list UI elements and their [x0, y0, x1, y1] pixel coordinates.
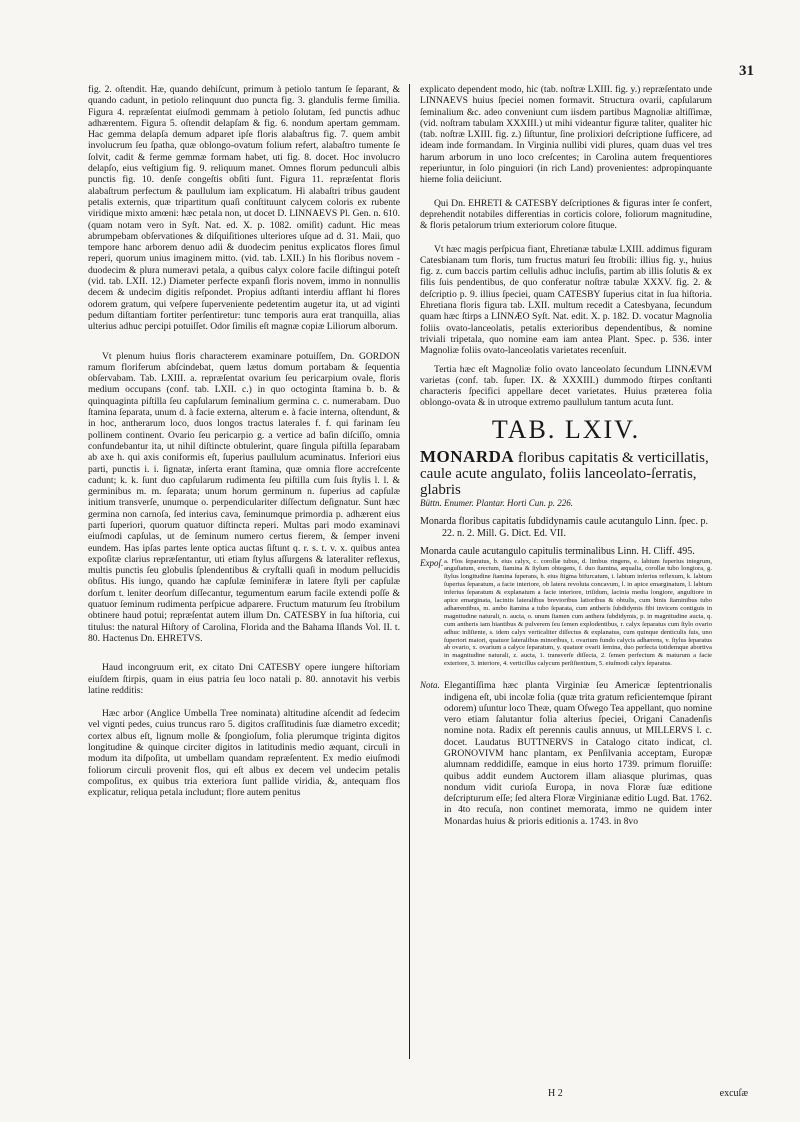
left-paragraph-2: Vt plenum huius floris characterem examinare potuiſſem, Dn. GORDON ramum floriferum abſcindebat, quem lætus domum portabam & ſequentia obſervabam. Tab. LXIII. a. repræſentat ovarium ſeu pericarpium ovale, floris medium occupans (conf. tab. LXII. c.) in quo octoginta ſtamina b. b. & quinquaginta piſtilla ſeu capſularum ſeminalium germina c. c. numerabam. Duo ſtamina ſeparata, unum d. à facie externa, alterum e. à facie interna, oſtendunt, & in hoc, antherarum loco, duos longos tractus laterales f. f. qui farinam ſeu pollinem continent. Ovario ſeu pericarpio g. a vertice ad baſin diſciſſo, omnia confundebantur ita, ut nihil diſtincte obtulerint, quare ſingula piſtilla ſeparabam ab axe h. qui axis coniformis eſt, ſuperius paullulum acuminatus. Inferiori eius parti, punctis i. i. ſignatæ, inſerta erant ſtamina, quæ omnia flore accreſcente cadunt; k. k. ſunt duo capſularum rudimenta ſeu piſtilla cum ſuis ſtylis l. l. & germinibus m. m. ſeparata; unum horum germinum n. ſuperius ad capſulæ initium transverſe, unumque o. perpendiculariter diſſectum deſignatur. Sunt hæc germina non carnoſa, ſed interius cava, ſeminumque primordia p. adhærent eius parti ſuperiori, quorum quatuor diſtincta reperi. Multas pari modo examinavi eiuſmodi capſulas, ut de ſeminum numero certus fierem, & ſemper inveni eundem. Has ipſas partes lente optica auctas ſiſtunt q. r. s. t. v. x. quibus antea expoſitæ clarius repræſentantur, uti etiam ſtylus aſſurgens & lateraliter reflexus, multis punctis ſeu globulis ſplendentibus & cryſtalli quaſi in modum pellucidis obſitus. His iungo, quando hæ capſulæ ſeminiferæ in latere ſtyli per capſulæ dorſum t. leniter deorſum diſſecantur, tegumentum earum facile extendi poſſe & quatuor ſeminum rudimenta perſpicue adparere. Fructum maturum ſeu ſtrobilum obtinere haud potui; repræſentat autem illum Dn. CATESBY in ſua hiſtoria, cui titulus: the natural Hiſtory of Carolina, Florida and the Bahama Iſlands Vol. II. t. 80. Hactenus Dn. EHRETVS. — [88, 350, 400, 644]
species-diagnosis: floribus capitatis & verticillatis, caule acute angulato, foliis lanceolato-ſerratis, glabris — [420, 449, 709, 498]
right-paragraph-1: explicato dependent modo, hic (tab. noſtræ LXIII. fig. y.) repræſentato unde LINNAEVS huius ſpeciei nomen formavit. Structura ovarii, capſularum ſeminalium &c. adeo conveniunt cum iisdem partibus Magnoliæ altiſſimæ, (vid. noſtram tabulam XXXIII.) ut mihi videantur figuræ taliter, qualiter hic (tab. noſtræ LXIII. fig. z.) ſiſtuntur, ſine prolixiori deſcriptione ſufficere, ad ideam inde formandam. In Virginia nullibi vidi plures, quam duas vel tres harum arborum in uno loco creſcentes; in Carolina autem frequentiores reperiuntur, in ſolo pinguiori (in rich Land) provenientes: adpropinquante hieme folia deiiciunt. — [420, 84, 712, 186]
left-paragraph-4: Hæc arbor (Anglice Umbella Tree nominata) altitudine aſcendit ad ſedecim vel vignti pedes, cuius truncus raro 5. digitos craſſitudinis ſuæ diametro excedit; cortex albus eſt, lignum molle & ſpongioſum, folia plerumque triginta digitos longitudine & quinque circiter digitos in latitudinis medio æquant, circuli in modum ita diſpoſita, ut umbellam quandam repræſentent. Ex medio eiuſmodi foliorum circuli provenit flos, qui eſt albus ex decem vel undecim petalis compoſitus, ex quibus tria exteriora ſunt pallide viridia, &, antequam flos explicatur, reliqua petala includunt; flore autem penitus — [88, 708, 400, 799]
nota-text: Elegantiſſima hæc planta Virginiæ ſeu Americæ ſeptentrionalis indigena eſt, ubi incolæ folia (quæ trita gratum reficientemque ſpirant odorem) uſuntur loco Theæ, quam Oſwego Tea appellant, quo nomine vero etiam ſalutantur folia alterius ſpeciei, Origani Canadenſis nomine nota. Radix eſt perennis caulis annuus, ut MILLERVS l. c. docet. Laudatus BUTTNERVS in Catalogo citato indicat, cl. GRONOVIVM hanc plantam, ex Penſilvania acceptam, Europæ alumnam reddidiſſe, eamque in eius horto 1739. primum floruiſſe: quibus addit eundem Auctorem illam aliasque plurimas, quas nondum vidit curioſa Europa, in nova Floræ ſuæ editione deſcripturum eſſe; ſed altera Floræ Virginianæ editio Lugd. Bat. 1762. in 4to recuſa, non continet memorata, immo ne quidem inter Monardas huius & prioris editionis a. 1743. in 8vo — [444, 680, 712, 827]
nota-section — [420, 680, 712, 827]
heading-citation: Büttn. Enumer. Plantar. Horti Cun. p. 226. — [420, 497, 574, 508]
left-column — [88, 84, 400, 1094]
explanation-text: a. Flos ſeparatus, b. eius calyx, c. corollæ tubus, d. limbus ringens, e. labium ſuperius integrum, anguſtatum, erectum, ſtamina & ſtylum obtegens, f. duo ſtamina, æqualia, corollæ tubo longiora, g. ſtylus longitudine ſtamina ſuperans, h. eius ſtigma bifurcatum, i. labium inferius reflexum, k. labium ſuperius ſeparatum, a facie interiore, ob latera revoluta concavum, l. in apice emarginatum, l. labium inferius ſeparatum & explanatum a facie interiore, triſidum, lacinia media longiore, anguſtiore in apice emarginata, laciniis lateralibus brevioribus latioribus & obtuſis, cum binis ſtaminibus tubo adhærentibus, m. ambo ſtamina a tubo ſeparata, cum antheris ſubdidymis fibi invicem contiguis in magnitudine naturali, n. aucta, o. unum ſtamen cum anthera ſubdidymis, p. in magnitudine aucta, q. cum antheris iam hiantibus & pulverem ſeu ſemen explodentibus, r. calyx ſeparatus cum ſtylo ovario adhuc inſiſtente, s. idem calyx verticaliter diſſectus & explanatus, cum quinque denticulis ſuis, uno ſuperiori maiori, quatuor lateralibus minoribus, t. ovarium fundo calycis adhærens, v. ſtylus ſeparatus ab ovario, x. ovarium a calyce ſeparatum, y. quatuor ovarii ſemina, duo perfecta totidemque abortiva in magnitudine naturali, z. aucta, 1. transverſe diſſecta, 2. ſemen perfectum & maturum a facie exteriore, 3. interiore, 4. verticillus calycum perſiſtentium, 5. eiuſmodi calyx ſeparatus. — [444, 557, 712, 668]
right-paragraph-4: Tertia hæc eſt Magnoliæ folio ovato lanceolato ſecundum LINNÆVM varietas (conf. tab. ſuper. IX. & XXXIII.) dummodo ſtirpes conſtanti characteris ſpecifici appellare decet varietates. Huius præterea folia oblongo-ovata & in utroque extremo paullulum tantum acuta ſunt. — [420, 363, 712, 409]
left-paragraph-1: fig. 2. oſtendit. Hæ, quando dehiſcunt, primum à petiolo tantum ſe ſeparant, & quando cadunt, in petiolo relinquunt duo puncta fig. 3. glandulis ferme ſimilia. Figura 4. repræſentat eiuſmodi gemmam à petiolo ſolutam, ſed punctis adhuc adhærentem. Figura 5. oſtendit delapſam & fig. 6. nondum apertam gemmam. Hac gemma delapſa demum adparet ipſe floris alabaſtrus fig. 7. quem ambit involucrum ſeu ſpatha, quæ oblongo-ovatum folium refert, alabaſtro tumente ſe ſolvit, cadit & ferme gemmæ formam habet, uti fig. 8. docet. Hoc involucro delapſo, eius veſtigium fig. 9. reliquum manet. Omnes florum pedunculi albis punctis fig. 10. denſe congeſtis obſiti ſunt. Figura 11. repræſentat floris alabaſtrum perfectum & paullulum iam explicatum. Hi alabaſtri tribus gaudent petalis externis, quæ tripartitum quaſi conſtituunt calycem coloris ex rubente viridique mixto amœni: hæc petala non, ut docet D. LINNAEVS Pl. Gen. n. 610. (quam notam vero in Syſt. Nat. ed. X. p. 1082. omiſit) cadunt. Hic meas abrumpebam obſervationes & diſquiſitiones ulteriores uſque ad d. 31. Maii, quo tempore hanc arborem denuo adii & duodecim penitus explicatos flores ſimul reperi, quorum unius imaginem mitto. (vid. tab. LXII.) In his floribus novem - duodecim & plura numeravi petala, a quibus calyx colore facile diſtingui poteſt (vid. tab. LXII. 12.) Diameter perfecte expanſi floris novem, immo in nonnullis decem & undecim digitis reſpondet. Propius adſtanti interdiu afflant hi flores odorem gratum, qui veſpere ſuperveniente pedetentim augetur ita, ut ad viginti pedum diſtantiam fortiter perſentiretur: tunc temporis aura erat tranquilla, alias ulterius adhuc percipi potuiſſet. Odor ſimilis eſt magnæ copiæ Liliorum alborum. — [88, 84, 400, 333]
synonym-citation-2: Monarda caule acutangulo capitulis terminalibus Linn. H. Cliff. 495. — [420, 546, 695, 558]
nota-label: Nota. — [420, 680, 440, 691]
signature-mark: H 2 — [548, 1088, 563, 1099]
plate-title: TAB. LXIV. — [491, 414, 641, 444]
figure-explanation — [420, 558, 712, 669]
catchword: excuſæ — [719, 1088, 748, 1099]
right-column — [420, 84, 712, 1074]
species-heading — [420, 446, 712, 498]
left-paragraph-3: Haud incongruum erit, ex citato Dni CATESBY opere iungere hiſtoriam eiuſdem ſtirpis, quam in eius patria ſeu loco natali p. 80. annotavit his verbis latine redditis: — [88, 662, 400, 696]
explanation-label: Expoſ. — [420, 557, 444, 568]
page-number: 31 — [739, 63, 754, 79]
genus-name: MONARDA — [420, 446, 515, 466]
synonym-citation-1: Monarda floribus capitatis ſubdidynamis caule acutangulo Linn. ſpec. p. 22. n. 2. Mill. G. Dict. Ed. VII. — [420, 516, 708, 539]
right-paragraph-2: Qui Dn. EHRETI & CATESBY deſcriptiones & figuras inter ſe confert, deprehendit notabiles differentias in corticis colore, foliorum magnitudine, & floris petalorum trium exteriorum colore ſituque. — [420, 197, 712, 232]
right-paragraph-3: Vt hæc magis perſpicua fiant, Ehretianæ tabulæ LXIII. addimus figuram Catesbianam tum floris, tum fructus maturi ſeu ſtrobili: illius fig. y., huius fig. z. cum baccis partim cellulis adhuc incluſis, partim ab illis ſolutis & ex filis ſuis pendentibus, de quo conferatur noſtræ tabulæ XXXV. fig. 2. & deſcriptio p. 9. illius ſpeciei, quam CATESBY ſuperius citat in ſua hiſtoria. Ehretiana floris figura tab. LXII. multum recedit a Catesbyana, ſecundum quam hæc ſtirps a LINNÆO Syſt. Nat. edit. X. p. 182. D. vocatur Magnolia foliis ovato-lanceolatis, petalis exterioribus dependentibus, & nomine triviali tripetala, quo nomine eam iam antea Plant. Spec. p. 536. inter Magnoliæ foliis ovato-lanceolatis varietates recenſuit. — [420, 243, 712, 357]
column-divider — [409, 84, 410, 1059]
